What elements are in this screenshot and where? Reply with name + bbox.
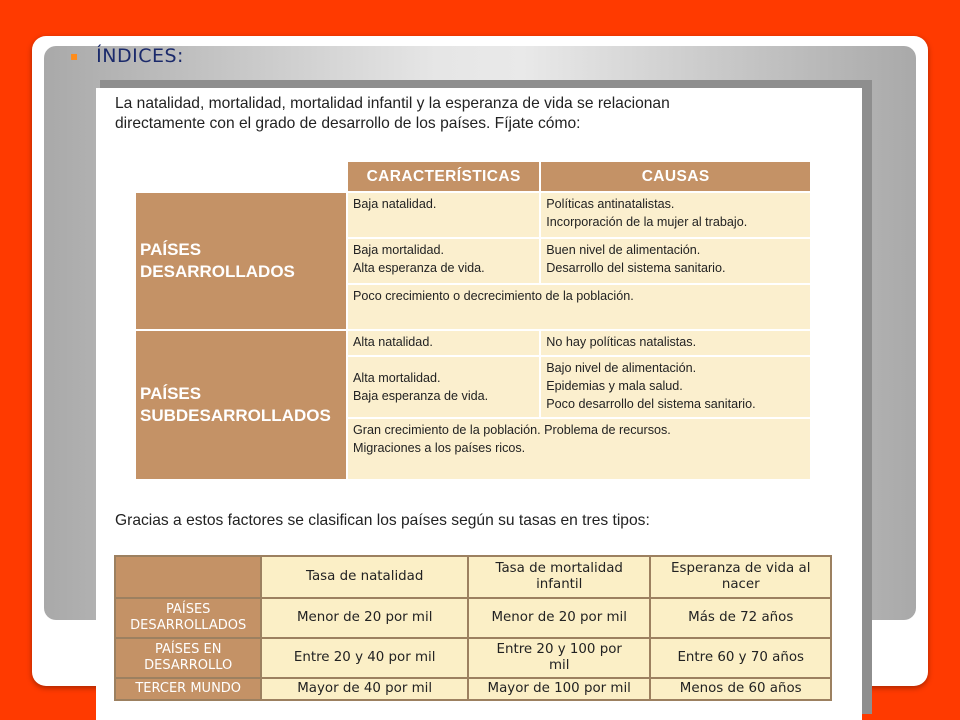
table-header-row bbox=[136, 162, 810, 191]
cause-cell: No hay políticas natalistas. bbox=[541, 331, 810, 355]
column-header: Tasa de natalidad bbox=[261, 556, 468, 598]
intro-line: La natalidad, mortalidad, mortalidad infantil y la esperanza de vida se relacionan bbox=[115, 95, 670, 112]
table-header-row bbox=[115, 556, 831, 598]
table-cell: Entre 60 y 70 años bbox=[650, 638, 831, 678]
empty-corner bbox=[136, 162, 346, 191]
table-cell: Mayor de 100 por mil bbox=[468, 678, 651, 700]
table-cell: Más de 72 años bbox=[650, 598, 831, 638]
characteristic-cell: Baja natalidad. bbox=[348, 193, 539, 237]
group-label: PAÍSES DESARROLLADOS bbox=[136, 193, 346, 329]
slide-title: ÍNDICES: bbox=[96, 45, 184, 67]
row-header: TERCER MUNDO bbox=[115, 678, 261, 700]
row-header: PAÍSES DESARROLLADOS bbox=[115, 598, 261, 638]
intro-line: directamente con el grado de desarrollo de los países. Fíjate cómo: bbox=[115, 115, 581, 132]
table-row bbox=[115, 638, 831, 678]
group-label: PAÍSES SUBDESARROLLADOS bbox=[136, 331, 346, 479]
characteristic-cell: Alta natalidad. bbox=[348, 331, 539, 355]
column-header: Esperanza de vida al nacer bbox=[650, 556, 831, 598]
characteristic-cell: Alta mortalidad. Baja esperanza de vida. bbox=[348, 357, 539, 417]
consequence-cell: Poco crecimiento o decrecimiento de la población. bbox=[348, 285, 810, 329]
summary-text: Gracias a estos factores se clasifican los países según su tasas en tres tipos: bbox=[115, 512, 650, 529]
characteristic-cell: Baja mortalidad. Alta esperanza de vida. bbox=[348, 239, 539, 283]
column-header: CAUSAS bbox=[541, 162, 810, 191]
rates-table bbox=[114, 555, 832, 701]
table-cell: Menos de 60 años bbox=[650, 678, 831, 700]
slide-title-line bbox=[70, 42, 184, 70]
consequence-cell: Gran crecimiento de la población. Problema de recursos. Migraciones a los países ricos. bbox=[348, 419, 810, 479]
table-row bbox=[136, 193, 810, 237]
cause-cell: Políticas antinatalistas. Incorporación de la mujer al trabajo. bbox=[541, 193, 810, 237]
cause-cell: Bajo nivel de alimentación. Epidemias y mala salud. Poco desarrollo del sistema sanitario. bbox=[541, 357, 810, 417]
table-cell: Entre 20 y 40 por mil bbox=[261, 638, 468, 678]
table-row bbox=[115, 678, 831, 700]
row-header: PAÍSES EN DESARROLLO bbox=[115, 638, 261, 678]
column-header: CARACTERÍSTICAS bbox=[348, 162, 539, 191]
intro-text bbox=[115, 94, 815, 134]
cause-cell: Buen nivel de alimentación. Desarrollo del sistema sanitario. bbox=[541, 239, 810, 283]
table-cell: Entre 20 y 100 por mil bbox=[468, 638, 651, 678]
table-cell: Mayor de 40 por mil bbox=[261, 678, 468, 700]
column-header: Tasa de mortalidad infantil bbox=[468, 556, 651, 598]
table-cell: Menor de 20 por mil bbox=[468, 598, 651, 638]
table-row bbox=[136, 331, 810, 355]
empty-corner bbox=[115, 556, 261, 598]
table-cell: Menor de 20 por mil bbox=[261, 598, 468, 638]
bullet-icon: ▪ bbox=[70, 49, 79, 63]
characteristics-table bbox=[134, 160, 812, 481]
embedded-image bbox=[96, 88, 862, 720]
table-row bbox=[115, 598, 831, 638]
